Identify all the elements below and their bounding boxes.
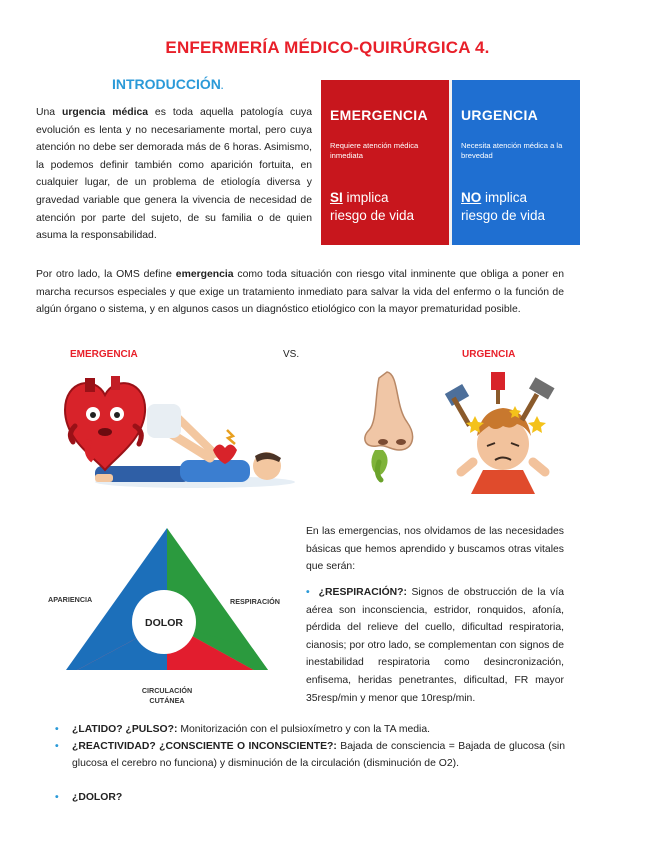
bullet-text: Signos de obstrucción de la vía aérea son inconsciencia, estridor, ronquidos, afonía, pérdida del relieve del cuello, dificultad respiratoria, cianosis; por otro lado, se complementan con signos de inestabilidad respiratoria como desincronización, enfisema, heridas penetrantes, dificultad, FR mayor 35resp/min y menor que 10resp/min. [306, 587, 564, 704]
bullet-latido [55, 722, 565, 739]
banner-urgency-key: NO [461, 190, 482, 205]
bullet-dolor [55, 790, 565, 807]
banner-urgency-panel [452, 80, 580, 245]
banner-urgency-rest2: riesgo de vida [461, 208, 546, 223]
banner-urgency-risk [461, 189, 571, 225]
bullet-dot: • [55, 724, 59, 735]
document-title: ENFERMERÍA MÉDICO-QUIRÚRGICA 4. [165, 38, 490, 57]
oms-term: emergencia [175, 269, 234, 280]
bullet-label: ¿REACTIVIDAD? ¿CONSCIENTE O INCONSCIENTE?: [72, 741, 337, 752]
bullet-content [72, 739, 565, 772]
section-heading [112, 76, 223, 92]
banner-urgency-desc: Necesita atención médica a la brevedad [461, 141, 563, 160]
banner-urgency-rest1: implica [481, 190, 528, 205]
triangle-left-label: APARIENCIA [48, 595, 93, 604]
triangle-bottom-label-1: CIRCULACIÓN [141, 686, 193, 695]
comparison-urgency-label: URGENCIA [462, 349, 516, 360]
bullet-text: Bajada de consciencia = Bajada de glucosa (sin glucosa el cerebro no funciona) y disminución de la circulación (disminución de O2). [72, 741, 566, 769]
banner-emergency-head: EMERGENCIA [330, 107, 428, 123]
triangle-center-label: DOLOR [145, 617, 183, 629]
intro-text-c: es toda aquella patología cuya evolución es lenta y no necesariamente mortal, pero cuya atención no debe ser demorada más de 6 horas. Asimismo, la podemos definir también como aparición fortuita, en cualquier lugar, de un problema de etiología diversa y gravedad variable que genera la vivencia de necesidad de atención por parte del sujeto, de su familia o de quien asuma la responsabilidad. [36, 107, 312, 242]
banner-emergency-key: SI [330, 190, 343, 205]
banner-emergency-risk [330, 189, 440, 225]
banner-emergency-rest1: implica [342, 190, 389, 205]
bullet-dot: • [55, 741, 59, 752]
oms-paragraph [36, 266, 564, 319]
bullet-content [72, 790, 565, 807]
section-heading-text: INTRODUCCIÓN [112, 76, 221, 92]
emergency-urgency-banner [321, 80, 580, 245]
bullet-label: ¿LATIDO? ¿PULSO?: [72, 724, 178, 735]
bullet-dot: • [306, 587, 310, 598]
section-heading-dot: . [220, 81, 224, 91]
comparison-emergency-label: EMERGENCIA [70, 349, 138, 360]
banner-urgency-head: URGENCIA [461, 107, 539, 123]
triangle-right-label: RESPIRACIÓN [230, 597, 280, 606]
bullet-label: ¿RESPIRACIÓN?: [318, 587, 407, 598]
bullet-reactividad [55, 739, 565, 791]
banner-emergency-rest2: riesgo de vida [330, 208, 415, 223]
triangle-diagram [40, 520, 290, 710]
intro-term: urgencia médica [61, 107, 149, 118]
bullet-dot: • [55, 792, 59, 803]
triangle-bottom-label-2: CUTÁNEA [149, 696, 185, 705]
bullet-text: Monitorización con el pulsioxímetro y con la TA media. [177, 724, 431, 735]
oms-text-c: como toda situación con riesgo vital inminente que obliga a poner en marcha recursos especiales y que exige un tratamiento inmediato para salvar la vida del enfermo o la función de algún órgano o sistema, y en algunos casos un diagnóstico etiológico con la mayor prematuridad posible. [36, 269, 564, 316]
banner-emergency-panel [321, 80, 449, 245]
emergency-illustration [55, 370, 300, 500]
needs-intro-paragraph: En las emergencias, nos olvidamos de las necesidades básicas que hemos aprendido y buscamos otras vitales que serán: [306, 526, 564, 573]
oms-text-a: Por otro lado, la OMS define [36, 269, 176, 280]
intro-text-a: Una [36, 107, 62, 118]
bullet-respiracion [306, 584, 564, 707]
urgency-illustration [355, 366, 570, 494]
bullet-label: ¿DOLOR? [72, 792, 123, 803]
intro-paragraph [36, 104, 312, 245]
banner-emergency-desc: Requiere atención médica inmediata [330, 141, 419, 160]
bullet-content [72, 722, 565, 739]
comparison-vs-label: VS. [283, 349, 300, 360]
